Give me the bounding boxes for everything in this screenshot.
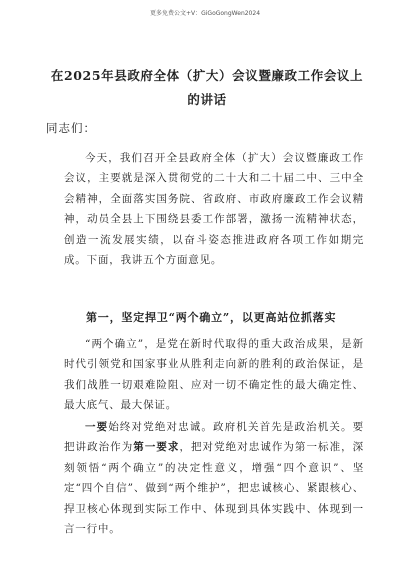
salutation: 同志们： [46, 121, 96, 135]
paragraph-lead-bold: 一要 [85, 421, 109, 433]
document-title: 在2025年县政府全体（扩大）会议暨廉政工作会议上的讲话 [50, 68, 364, 107]
section-heading-1: 第一，坚定捍卫“两个确立”，以更高站位抓落实 [86, 311, 337, 324]
paragraph-emphasis-bold: 第一要求 [133, 441, 180, 454]
paragraph-intro: 今天，我们召开全县政府全体（扩大）会议暨廉政工作会议，主要就是深入贯彻党的二十大和二十届二中、三中全会精神，全面落实国务院、省政府、市政府廉政工作会议精神，动员全县上下围绕县委工作部署，激扬一流精神状态，创造一流发展实绩，以奋斗姿态推进政府各项工作如期完成。下面，我讲五个方面意见。 [64, 152, 364, 267]
paragraph-text-b: ，把对党绝对忠诚作为第一标准，深刻领悟“两个确立”的决定性意义，增强“四个意识”、坚定“四个自信”、做到“两个维护”，把忠诚核心、紧跟核心、捍卫核心体现到实际工作中、体现到具体实践中、体现到一言一行中。 [64, 441, 364, 536]
header-note: 更多免费公文+V：GiGoGongWen2024 [149, 10, 261, 17]
paragraph-loyalty [64, 417, 364, 539]
paragraph-text-a: 始终对党绝对忠诚。政府机关首先是政治机关。要把讲政治作为 [64, 421, 364, 454]
paragraph-two-establishments: “两个确立”，是党在新时代取得的重大政治成果，是新时代引领党和国家事业从胜利走向新的胜利的政治保证，是我们战胜一切艰难险阻、应对一切不确定性的最大确定性、最大底气、最大保证。 [64, 338, 364, 412]
